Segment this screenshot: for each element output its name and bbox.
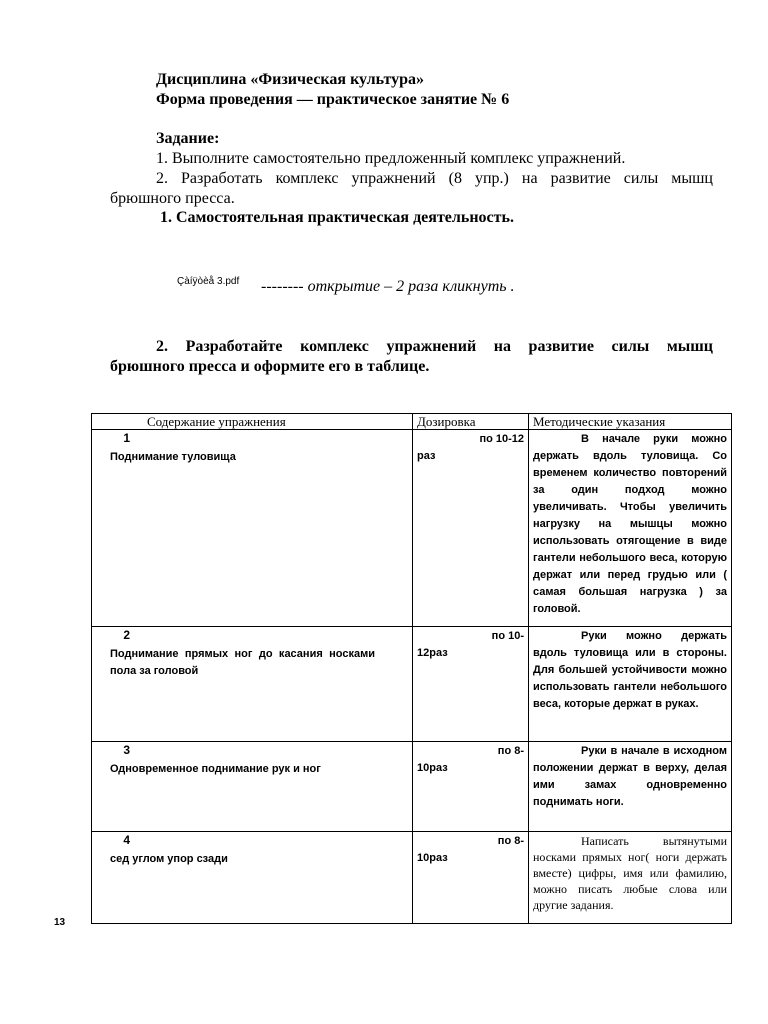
exercise-cell (92, 627, 413, 742)
exercise-cell (92, 742, 413, 832)
section-1-title: 1. Самостоятельная практическая деятельность. (160, 209, 514, 226)
table-row (92, 832, 732, 924)
page-number: 13 (54, 917, 66, 928)
exercise-name: Одновременное поднимание рук и ног (110, 763, 321, 775)
header-content: Содержание упражнения (92, 414, 413, 430)
dosage-cell (413, 832, 529, 924)
exercise-number: 2 (123, 628, 130, 642)
discipline-title: Дисциплина «Физическая культура» (156, 71, 425, 88)
table-row (92, 627, 732, 742)
exercise-number: 1 (123, 431, 130, 445)
method-note: В начале руки можно держать вдоль туловища. Со временем количество повторений за один подход можно увеличивать. Чтобы увеличить нагрузку на мышцы можно использовать отягощение в виде гантели небольшого веса, которую держат или перед грудью или ( самая большая нагрузка ) за головой. (529, 430, 732, 627)
dosage-line: 10раз (417, 762, 448, 774)
exercise-number: 3 (123, 743, 130, 757)
exercise-cell (92, 430, 413, 627)
table-header-row (92, 414, 732, 430)
dosage-line: раз (417, 450, 436, 462)
exercise-table (91, 413, 732, 924)
exercise-name: Поднимание туловища (110, 451, 236, 463)
dosage-line: по 10- (491, 630, 524, 642)
table-row (92, 430, 732, 627)
dosage-line: 10раз (417, 852, 448, 864)
method-note: Руки в начале в исходном положении держат в верху, делая ими замах одновременно поднимать ноги. (529, 742, 732, 832)
dosage-line: по 8- (497, 745, 524, 757)
dosage-line: по 10-12 (479, 433, 524, 445)
exercise-cell (92, 832, 413, 924)
exercise-name: сед углом упор сзади (110, 853, 228, 865)
task-item-2: 2. Разработать комплекс упражнений (8 упр.) на развитие силы мышц (156, 170, 713, 187)
method-note: Написать вытянутыми носками прямых ног( ноги держать вместе) цифры, имя или фамилию, можно писать любые слова или другие задания. (529, 832, 732, 924)
header-dosage: Дозировка (413, 414, 529, 430)
table-row (92, 742, 732, 832)
pdf-attachment-link[interactable]: Çàíÿòèå 3.pdf (177, 276, 240, 287)
dosage-line: 12раз (417, 647, 448, 659)
exercise-number: 4 (123, 833, 130, 847)
dosage-cell (413, 627, 529, 742)
open-instruction: -------- открытие – 2 раза кликнуть . (261, 278, 515, 295)
dosage-cell (413, 430, 529, 627)
header-method: Методические указания (529, 414, 732, 430)
task-title: Задание: (156, 130, 220, 147)
method-note: Руки можно держать вдоль туловища или в стороны. Для большей устойчивости можно использовать гантели небольшого веса, которые держат в руках. (529, 627, 732, 742)
task-item-1: 1. Выполните самостоятельно предложенный комплекс упражнений. (156, 150, 626, 167)
exercise-name: Поднимание прямых ног до касания носками пола за головой (110, 648, 375, 677)
dosage-line: по 8- (497, 835, 524, 847)
task-item-2-cont: брюшного пресса. (110, 190, 235, 207)
section-2-title-cont: брюшного пресса и оформите его в таблице. (110, 358, 430, 375)
dosage-cell (413, 742, 529, 832)
lesson-form-title: Форма проведения — практическое занятие № 6 (156, 91, 510, 108)
section-2-title: 2. Разработайте комплекс упражнений на развитие силы мышц (156, 338, 713, 355)
